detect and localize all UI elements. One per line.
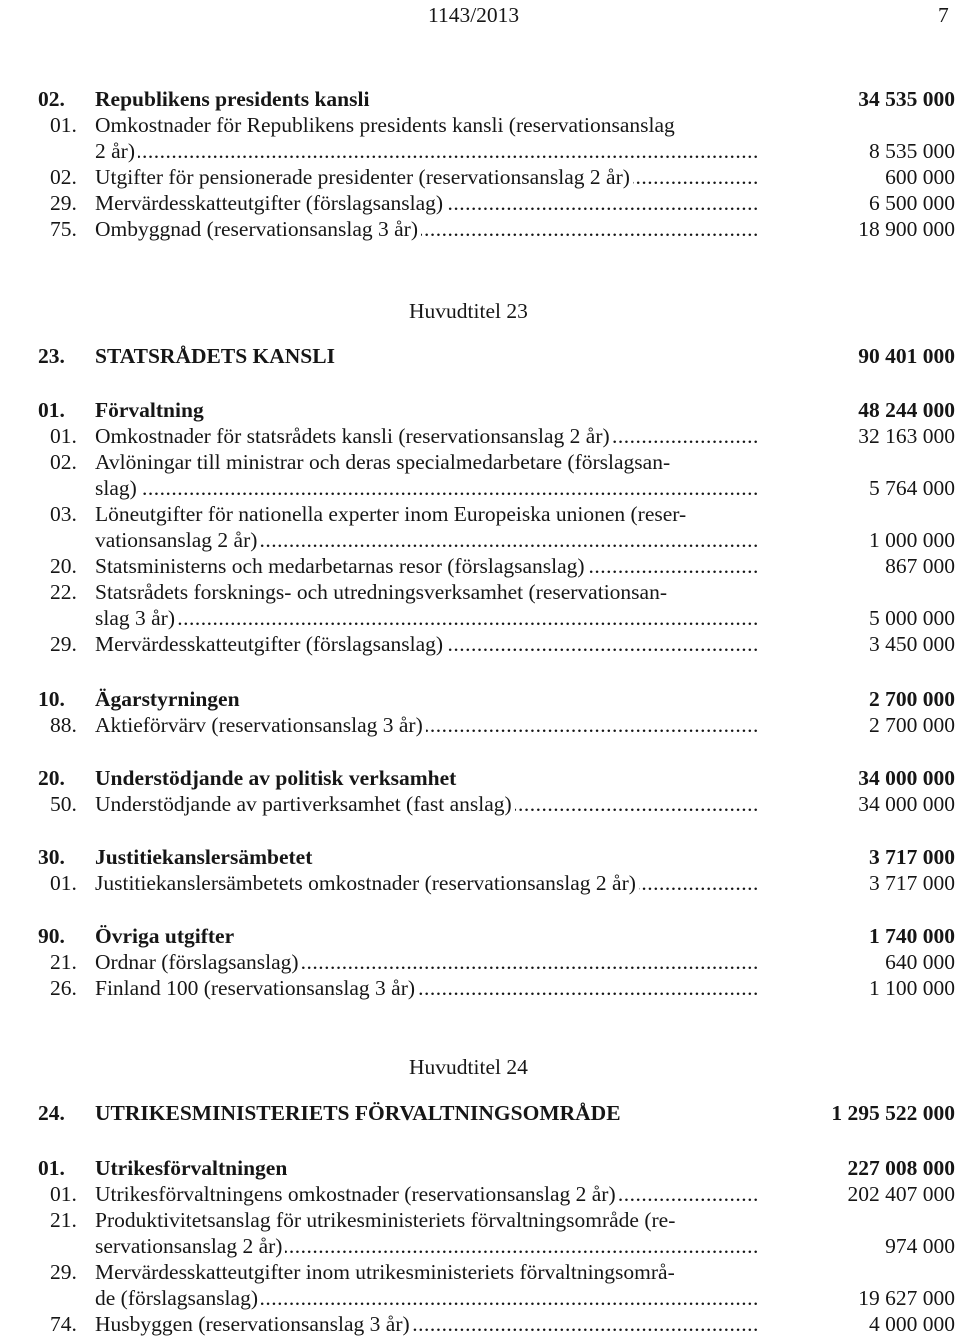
sub-item-row bbox=[0, 949, 960, 975]
sub-item-row bbox=[0, 1285, 960, 1311]
item-amount: 6 500 000 bbox=[869, 191, 955, 215]
item-number: 01. bbox=[50, 113, 77, 137]
item-number: 10. bbox=[38, 687, 65, 711]
item-number: 21. bbox=[50, 950, 77, 974]
item-text: Understödjande av politisk verksamhet bbox=[95, 766, 459, 790]
sub-item-row bbox=[0, 870, 960, 896]
main-item-row bbox=[0, 86, 960, 112]
item-amount: 640 000 bbox=[885, 950, 955, 974]
item-number: 01. bbox=[50, 424, 77, 448]
item-amount: 18 900 000 bbox=[858, 217, 955, 241]
page-header bbox=[0, 0, 960, 40]
item-number: 90. bbox=[38, 924, 65, 948]
item-amount: 5 000 000 bbox=[869, 606, 955, 630]
sub-item-row bbox=[0, 631, 960, 657]
item-amount: 1 000 000 bbox=[869, 528, 955, 552]
item-amount: 1 295 522 000 bbox=[831, 1101, 955, 1125]
main-item-row bbox=[0, 844, 960, 870]
item-text: Mervärdesskatteutgifter inom utrikesministeriets förvaltningsområ- bbox=[95, 1260, 678, 1284]
sub-item-row bbox=[0, 1207, 960, 1233]
item-amount: 1 740 000 bbox=[869, 924, 955, 948]
item-text: Ombyggnad (reservationsanslag 3 år) bbox=[95, 217, 421, 241]
sub-item-row bbox=[0, 501, 960, 527]
main-item-row bbox=[0, 923, 960, 949]
item-text: Omkostnader för Republikens presidents kansli (reservationsanslag bbox=[95, 113, 678, 137]
item-number: 29. bbox=[50, 1260, 77, 1284]
item-number: 02. bbox=[50, 165, 77, 189]
item-text: Mervärdesskatteutgifter (förslagsanslag) bbox=[95, 632, 446, 656]
page-number: 7 bbox=[938, 3, 949, 27]
sub-item-row bbox=[0, 216, 960, 242]
sub-item-row bbox=[0, 1181, 960, 1207]
item-number: 29. bbox=[50, 632, 77, 656]
item-number: 02. bbox=[50, 450, 77, 474]
item-text: servationsanslag 2 år) bbox=[95, 1234, 285, 1258]
sub-item-row bbox=[0, 605, 960, 631]
sub-item-row bbox=[0, 527, 960, 553]
item-amount: 90 401 000 bbox=[858, 344, 955, 368]
item-text: Ordnar (förslagsanslag) bbox=[95, 950, 302, 974]
item-number: 02. bbox=[38, 87, 65, 111]
item-amount: 8 535 000 bbox=[869, 139, 955, 163]
item-amount: 974 000 bbox=[885, 1234, 955, 1258]
chapter-row bbox=[0, 343, 960, 369]
sub-item-row bbox=[0, 1259, 960, 1285]
sub-item-row bbox=[0, 190, 960, 216]
item-number: 24. bbox=[38, 1101, 65, 1125]
sub-item-row bbox=[0, 712, 960, 738]
item-text: Utrikesförvaltningen bbox=[95, 1156, 290, 1180]
item-text: Övriga utgifter bbox=[95, 924, 237, 948]
item-number: 23. bbox=[38, 344, 65, 368]
item-amount: 19 627 000 bbox=[858, 1286, 955, 1310]
item-number: 03. bbox=[50, 502, 77, 526]
item-number: 01. bbox=[38, 398, 65, 422]
item-text: Avlöningar till ministrar och deras specialmedarbetare (förslagsan- bbox=[95, 450, 673, 474]
item-amount: 227 008 000 bbox=[847, 1156, 955, 1180]
item-amount: 3 717 000 bbox=[869, 845, 955, 869]
item-text: 2 år) bbox=[95, 139, 138, 163]
item-text: Statsministerns och medarbetarnas resor (förslagsanslag) bbox=[95, 554, 588, 578]
item-number: 01. bbox=[50, 1182, 77, 1206]
document-number: 1143/2013 bbox=[428, 3, 520, 27]
section-heading-text: Huvudtitel 23 bbox=[409, 299, 528, 323]
section-heading bbox=[0, 1054, 960, 1080]
item-number: 20. bbox=[50, 554, 77, 578]
sub-item-row bbox=[0, 164, 960, 190]
main-item-row bbox=[0, 1155, 960, 1181]
item-text: Justitiekanslersämbetet bbox=[95, 845, 315, 869]
item-amount: 32 163 000 bbox=[858, 424, 955, 448]
item-number: 01. bbox=[50, 871, 77, 895]
item-amount: 34 000 000 bbox=[858, 766, 955, 790]
item-amount: 2 700 000 bbox=[869, 713, 955, 737]
item-number: 26. bbox=[50, 976, 77, 1000]
item-number: 30. bbox=[38, 845, 65, 869]
item-amount: 867 000 bbox=[885, 554, 955, 578]
item-amount: 4 000 000 bbox=[869, 1312, 955, 1336]
sub-item-row bbox=[0, 553, 960, 579]
item-number: 22. bbox=[50, 580, 77, 604]
item-amount: 2 700 000 bbox=[869, 687, 955, 711]
item-text: Justitiekanslersämbetets omkostnader (reservationsanslag 2 år) bbox=[95, 871, 639, 895]
item-amount: 34 000 000 bbox=[858, 792, 955, 816]
item-amount: 34 535 000 bbox=[858, 87, 955, 111]
sub-item-row bbox=[0, 1311, 960, 1337]
item-amount: 48 244 000 bbox=[858, 398, 955, 422]
sub-item-row bbox=[0, 138, 960, 164]
main-item-row bbox=[0, 686, 960, 712]
item-text: Utgifter för pensionerade presidenter (reservationsanslag 2 år) bbox=[95, 165, 633, 189]
item-text: Republikens presidents kansli bbox=[95, 87, 372, 111]
item-number: 75. bbox=[50, 217, 77, 241]
item-number: 29. bbox=[50, 191, 77, 215]
item-amount: 1 100 000 bbox=[869, 976, 955, 1000]
item-number: 01. bbox=[38, 1156, 65, 1180]
item-text: Husbyggen (reservationsanslag 3 år) bbox=[95, 1312, 413, 1336]
item-text: Utrikesförvaltningens omkostnader (reservationsanslag 2 år) bbox=[95, 1182, 619, 1206]
sub-item-row bbox=[0, 475, 960, 501]
item-text: de (förslagsanslag) bbox=[95, 1286, 261, 1310]
item-text: Mervärdesskatteutgifter (förslagsanslag) bbox=[95, 191, 446, 215]
item-amount: 3 450 000 bbox=[869, 632, 955, 656]
item-number: 21. bbox=[50, 1208, 77, 1232]
sub-item-row bbox=[0, 449, 960, 475]
item-text: Statsrådets forsknings- och utredningsverksamhet (reservationsan- bbox=[95, 580, 670, 604]
item-text: Aktieförvärv (reservationsanslag 3 år) bbox=[95, 713, 426, 737]
item-text: Löneutgifter för nationella experter inom Europeiska unionen (reser- bbox=[95, 502, 689, 526]
sub-item-row bbox=[0, 112, 960, 138]
item-text: slag 3 år) bbox=[95, 606, 178, 630]
main-item-row bbox=[0, 397, 960, 423]
section-heading bbox=[0, 298, 960, 324]
section-heading-text: Huvudtitel 24 bbox=[409, 1055, 528, 1079]
sub-item-row bbox=[0, 579, 960, 605]
item-text: Förvaltning bbox=[95, 398, 207, 422]
item-text: Produktivitetsanslag för utrikesministeriets förvaltningsområde (re- bbox=[95, 1208, 678, 1232]
item-text: Ägarstyrningen bbox=[95, 687, 243, 711]
item-text: Finland 100 (reservationsanslag 3 år) bbox=[95, 976, 418, 1000]
item-amount: 600 000 bbox=[885, 165, 955, 189]
sub-item-row bbox=[0, 423, 960, 449]
item-text: Understödjande av partiverksamhet (fast anslag) bbox=[95, 792, 515, 816]
item-number: 88. bbox=[50, 713, 77, 737]
item-text: Omkostnader för statsrådets kansli (reservationsanslag 2 år) bbox=[95, 424, 613, 448]
item-text: STATSRÅDETS KANSLI bbox=[95, 344, 338, 368]
item-amount: 5 764 000 bbox=[869, 476, 955, 500]
sub-item-row bbox=[0, 975, 960, 1001]
item-number: 20. bbox=[38, 766, 65, 790]
item-number: 74. bbox=[50, 1312, 77, 1336]
item-amount: 202 407 000 bbox=[847, 1182, 955, 1206]
item-text: slag) bbox=[95, 476, 140, 500]
item-text: UTRIKESMINISTERIETS FÖRVALTNINGSOMRÅDE bbox=[95, 1101, 624, 1125]
chapter-row bbox=[0, 1100, 960, 1126]
item-text: vationsanslag 2 år) bbox=[95, 528, 260, 552]
item-number: 50. bbox=[50, 792, 77, 816]
item-amount: 3 717 000 bbox=[869, 871, 955, 895]
sub-item-row bbox=[0, 1233, 960, 1259]
sub-item-row bbox=[0, 791, 960, 817]
main-item-row bbox=[0, 765, 960, 791]
